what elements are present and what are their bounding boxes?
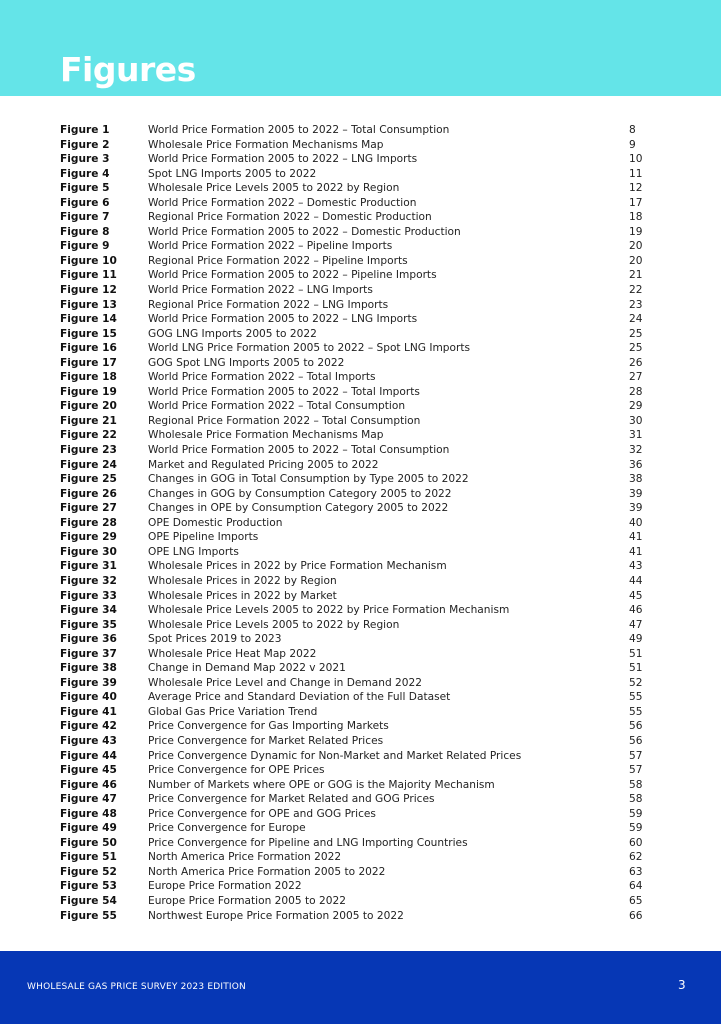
figure-title: Price Convergence Dynamic for Non-Market and Market Related Prices: [148, 749, 522, 762]
figure-list-item: [60, 589, 660, 604]
figure-list-item: [60, 574, 660, 589]
figure-number: Figure 4: [60, 167, 110, 180]
figure-title: Global Gas Price Variation Trend: [148, 705, 318, 718]
figure-list-item: [60, 559, 660, 574]
figure-number: Figure 1: [60, 124, 110, 136]
figure-page-number: 66: [629, 909, 643, 922]
figure-page-number: 45: [629, 589, 643, 602]
figure-number: Figure 15: [60, 327, 117, 340]
figure-title: Wholesale Price Levels 2005 to 2022 by Region: [148, 182, 400, 195]
figure-list-item: [60, 283, 660, 298]
figure-number: Figure 19: [60, 385, 117, 398]
figure-title: World Price Formation 2005 to 2022 – LNG Imports: [148, 153, 418, 166]
figure-list-item: [60, 167, 660, 182]
page-number: 3: [678, 978, 686, 992]
figure-page-number: 12: [629, 182, 643, 195]
figure-number: Figure 35: [60, 618, 117, 631]
figure-page-number: 63: [629, 865, 643, 878]
figure-title: Europe Price Formation 2005 to 2022: [148, 894, 346, 907]
figure-title: World Price Formation 2005 to 2022 – Pipeline Imports: [148, 269, 437, 282]
figure-title: Price Convergence for Market Related Prices: [148, 734, 384, 747]
figure-page-number: 10: [629, 153, 643, 166]
figure-number: Figure 40: [60, 691, 117, 704]
figure-title: Price Convergence for Gas Importing Markets: [148, 720, 389, 733]
figure-title: Price Convergence for OPE and GOG Prices: [148, 807, 376, 820]
figure-number: Figure 17: [60, 356, 117, 369]
figure-list-item: [60, 385, 660, 400]
figure-page-number: 22: [629, 284, 643, 297]
figure-list-item: [60, 632, 660, 647]
figure-number: Figure 53: [60, 880, 117, 893]
figure-number: Figure 50: [60, 836, 117, 849]
figure-number: Figure 36: [60, 633, 117, 646]
figure-page-number: 20: [629, 254, 643, 267]
figure-title: World Price Formation 2022 – Domestic Production: [148, 196, 417, 209]
figure-page-number: 47: [629, 618, 643, 631]
figure-page-number: 39: [629, 502, 643, 515]
figure-list-item: [60, 763, 660, 778]
figure-page-number: 18: [629, 211, 643, 224]
figure-list-item: [60, 865, 660, 880]
figure-number: Figure 47: [60, 793, 117, 806]
figure-list-item: [60, 414, 660, 429]
figure-number: Figure 23: [60, 444, 117, 457]
figure-number: Figure 27: [60, 502, 117, 515]
figure-number: Figure 24: [60, 458, 117, 471]
figure-title: Europe Price Formation 2022: [148, 880, 302, 893]
figure-title: World Price Formation 2005 to 2022 – Total Consumption: [148, 444, 450, 457]
figure-list-item: [60, 210, 660, 225]
figure-list-item: [60, 472, 660, 487]
figure-list-item: [60, 298, 660, 313]
figure-number: Figure 54: [60, 894, 117, 907]
page-title: Figures: [60, 50, 196, 89]
figure-number: Figure 48: [60, 807, 117, 820]
figure-list-item: [60, 138, 660, 153]
figure-list-item: [60, 239, 660, 254]
figure-list-item: [60, 370, 660, 385]
figure-list-item: [60, 196, 660, 211]
figure-page-number: 46: [629, 604, 643, 617]
figure-list-item: [60, 705, 660, 720]
figure-page-number: 41: [629, 545, 643, 558]
figure-number: Figure 52: [60, 865, 117, 878]
figure-list-item: [60, 327, 660, 342]
figure-title: World Price Formation 2005 to 2022 – Total Imports: [148, 385, 420, 398]
figure-page-number: 19: [629, 225, 643, 238]
figure-page-number: 30: [629, 414, 643, 427]
figure-title: North America Price Formation 2005 to 2022: [148, 865, 386, 878]
figure-list-item: [60, 268, 660, 283]
figure-title: Price Convergence for Europe: [148, 822, 306, 835]
figure-list-item: [60, 181, 660, 196]
figure-number: Figure 20: [60, 400, 117, 413]
figure-title: Price Convergence for Market Related and GOG Prices: [148, 793, 435, 806]
figure-page-number: 36: [629, 458, 643, 471]
figure-list-item: [60, 225, 660, 240]
figure-list: [60, 123, 660, 923]
figure-title: World Price Formation 2022 – Pipeline Imports: [148, 240, 393, 253]
figure-list-item: [60, 879, 660, 894]
figure-page-number: 41: [629, 531, 643, 544]
figure-number: Figure 22: [60, 429, 117, 442]
figure-page-number: 8: [629, 124, 636, 136]
figure-title: Regional Price Formation 2022 – Pipeline Imports: [148, 254, 408, 267]
figure-title: Market and Regulated Pricing 2005 to 2022: [148, 458, 379, 471]
figure-number: Figure 42: [60, 720, 117, 733]
figure-list-item: [60, 501, 660, 516]
page-footer: [0, 951, 721, 1024]
figure-page-number: 56: [629, 720, 643, 733]
figure-page-number: 44: [629, 574, 643, 587]
figure-page-number: 55: [629, 705, 643, 718]
figure-number: Figure 28: [60, 516, 117, 529]
figure-title: Changes in OPE by Consumption Category 2005 to 2022: [148, 502, 449, 515]
figure-title: Spot LNG Imports 2005 to 2022: [148, 167, 317, 180]
figure-number: Figure 45: [60, 764, 117, 777]
figure-page-number: 57: [629, 749, 643, 762]
figure-page-number: 43: [629, 560, 643, 573]
figure-page-number: 59: [629, 807, 643, 820]
figure-list-item: [60, 676, 660, 691]
figure-page-number: 56: [629, 734, 643, 747]
figure-number: Figure 38: [60, 662, 117, 675]
figure-number: Figure 44: [60, 749, 117, 762]
figure-number: Figure 43: [60, 734, 117, 747]
figure-list-item: [60, 661, 660, 676]
figure-list-item: [60, 603, 660, 618]
figure-list-item: [60, 530, 660, 545]
figure-page-number: 31: [629, 429, 643, 442]
figure-list-item: [60, 399, 660, 414]
figure-page-number: 51: [629, 662, 643, 675]
figure-title: Changes in GOG in Total Consumption by Type 2005 to 2022: [148, 473, 469, 486]
figure-page-number: 29: [629, 400, 643, 413]
figure-number: Figure 11: [60, 269, 117, 282]
figure-title: Wholesale Price Heat Map 2022: [148, 647, 317, 660]
figure-title: North America Price Formation 2022: [148, 851, 342, 864]
figure-page-number: 20: [629, 240, 643, 253]
figure-number: Figure 32: [60, 574, 117, 587]
figure-page-number: 11: [629, 167, 643, 180]
figure-number: Figure 8: [60, 225, 110, 238]
figure-page-number: 59: [629, 822, 643, 835]
figure-list-item: [60, 443, 660, 458]
figure-list-item: [60, 123, 660, 138]
figure-number: Figure 14: [60, 313, 117, 326]
figure-list-item: [60, 516, 660, 531]
figure-page-number: 65: [629, 894, 643, 907]
figure-page-number: 55: [629, 691, 643, 704]
figure-page-number: 60: [629, 836, 643, 849]
figure-number: Figure 55: [60, 909, 117, 922]
figure-number: Figure 39: [60, 676, 117, 689]
figure-page-number: 38: [629, 473, 643, 486]
figure-title: Regional Price Formation 2022 – LNG Imports: [148, 298, 389, 311]
figure-page-number: 23: [629, 298, 643, 311]
figure-page-number: 26: [629, 356, 643, 369]
figure-number: Figure 30: [60, 545, 117, 558]
figure-title: Wholesale Prices in 2022 by Price Formation Mechanism: [148, 560, 447, 573]
figure-number: Figure 12: [60, 284, 117, 297]
figure-title: Number of Markets where OPE or GOG is the Majority Mechanism: [148, 778, 495, 791]
figure-title: OPE LNG Imports: [148, 545, 239, 558]
page-header: [0, 0, 721, 96]
figure-page-number: 58: [629, 793, 643, 806]
figure-number: Figure 10: [60, 254, 117, 267]
figure-list-item: [60, 836, 660, 851]
figure-list-item: [60, 356, 660, 371]
figure-number: Figure 31: [60, 560, 117, 573]
figure-number: Figure 41: [60, 705, 117, 718]
figure-title: Wholesale Price Formation Mechanisms Map: [148, 138, 384, 151]
figure-list-item: [60, 734, 660, 749]
figure-title: Average Price and Standard Deviation of the Full Dataset: [148, 691, 451, 704]
figure-number: Figure 5: [60, 182, 110, 195]
figure-page-number: 64: [629, 880, 643, 893]
figure-list-item: [60, 428, 660, 443]
figure-number: Figure 33: [60, 589, 117, 602]
figure-page-number: 39: [629, 487, 643, 500]
figure-number: Figure 9: [60, 240, 110, 253]
figure-title: World Price Formation 2022 – LNG Imports: [148, 284, 373, 297]
figure-list-item: [60, 792, 660, 807]
figure-number: Figure 6: [60, 196, 110, 209]
figure-page-number: 9: [629, 138, 636, 151]
figure-number: Figure 13: [60, 298, 117, 311]
figure-number: Figure 34: [60, 604, 117, 617]
figure-title: Wholesale Price Formation Mechanisms Map: [148, 429, 384, 442]
figure-title: GOG Spot LNG Imports 2005 to 2022: [148, 356, 345, 369]
figure-page-number: 28: [629, 385, 643, 398]
figure-page-number: 21: [629, 269, 643, 282]
figure-list-item: [60, 909, 660, 924]
figure-title: Wholesale Price Levels 2005 to 2022 by Region: [148, 618, 400, 631]
figure-title: Regional Price Formation 2022 – Total Consumption: [148, 414, 421, 427]
figure-number: Figure 21: [60, 414, 117, 427]
figure-page-number: 25: [629, 327, 643, 340]
figure-number: Figure 7: [60, 211, 110, 224]
figure-number: Figure 25: [60, 473, 117, 486]
figure-title: Changes in GOG by Consumption Category 2005 to 2022: [148, 487, 452, 500]
figure-list-item: [60, 458, 660, 473]
figure-title: Wholesale Prices in 2022 by Region: [148, 574, 337, 587]
figure-list-item: [60, 850, 660, 865]
figure-title: Wholesale Price Levels 2005 to 2022 by Price Formation Mechanism: [148, 604, 510, 617]
figure-list-item: [60, 778, 660, 793]
figure-list-item: [60, 749, 660, 764]
figure-title: World Price Formation 2022 – Total Imports: [148, 371, 376, 384]
figure-number: Figure 29: [60, 531, 117, 544]
figure-list-item: [60, 647, 660, 662]
figure-page-number: 25: [629, 342, 643, 355]
figure-page-number: 40: [629, 516, 643, 529]
figure-page-number: 24: [629, 313, 643, 326]
figure-page-number: 32: [629, 444, 643, 457]
figure-list-item: [60, 341, 660, 356]
figure-title: Regional Price Formation 2022 – Domestic Production: [148, 211, 432, 224]
publication-title: WHOLESALE GAS PRICE SURVEY 2023 EDITION: [27, 982, 246, 992]
figure-title: World Price Formation 2005 to 2022 – Total Consumption: [148, 124, 450, 136]
figure-number: Figure 49: [60, 822, 117, 835]
figure-list-item: [60, 487, 660, 502]
figure-number: Figure 51: [60, 851, 117, 864]
figure-number: Figure 18: [60, 371, 117, 384]
figure-title: OPE Pipeline Imports: [148, 531, 259, 544]
figure-list-item: [60, 152, 660, 167]
figure-title: OPE Domestic Production: [148, 516, 283, 529]
figure-page-number: 51: [629, 647, 643, 660]
figure-page-number: 52: [629, 676, 643, 689]
figure-number: Figure 2: [60, 138, 110, 151]
figure-list-item: [60, 545, 660, 560]
figure-title: Spot Prices 2019 to 2023: [148, 633, 282, 646]
figure-title: Price Convergence for Pipeline and LNG Importing Countries: [148, 836, 468, 849]
figure-title: World Price Formation 2005 to 2022 – Domestic Production: [148, 225, 461, 238]
figure-number: Figure 46: [60, 778, 117, 791]
figure-list-item: [60, 894, 660, 909]
figure-number: Figure 37: [60, 647, 117, 660]
figure-title: World Price Formation 2005 to 2022 – LNG Imports: [148, 313, 418, 326]
figure-list-item: [60, 312, 660, 327]
figure-page-number: 17: [629, 196, 643, 209]
figure-page-number: 57: [629, 764, 643, 777]
figure-title: Northwest Europe Price Formation 2005 to 2022: [148, 909, 404, 922]
figure-title: World LNG Price Formation 2005 to 2022 – Spot LNG Imports: [148, 342, 471, 355]
figure-number: Figure 3: [60, 153, 110, 166]
figure-list-item: [60, 821, 660, 836]
figure-list-item: [60, 719, 660, 734]
figure-page-number: 62: [629, 851, 643, 864]
figure-title: GOG LNG Imports 2005 to 2022: [148, 327, 317, 340]
figure-title: Change in Demand Map 2022 v 2021: [148, 662, 346, 675]
figure-list-item: [60, 690, 660, 705]
figure-number: Figure 16: [60, 342, 117, 355]
figure-number: Figure 26: [60, 487, 117, 500]
figure-page-number: 58: [629, 778, 643, 791]
figure-title: World Price Formation 2022 – Total Consumption: [148, 400, 406, 413]
figure-list-item: [60, 618, 660, 633]
figure-page-number: 27: [629, 371, 643, 384]
figure-title: Wholesale Price Level and Change in Demand 2022: [148, 676, 423, 689]
figure-title: Wholesale Prices in 2022 by Market: [148, 589, 337, 602]
figure-list-item: [60, 807, 660, 822]
figure-list-item: [60, 254, 660, 269]
figure-page-number: 49: [629, 633, 643, 646]
figure-title: Price Convergence for OPE Prices: [148, 764, 325, 777]
